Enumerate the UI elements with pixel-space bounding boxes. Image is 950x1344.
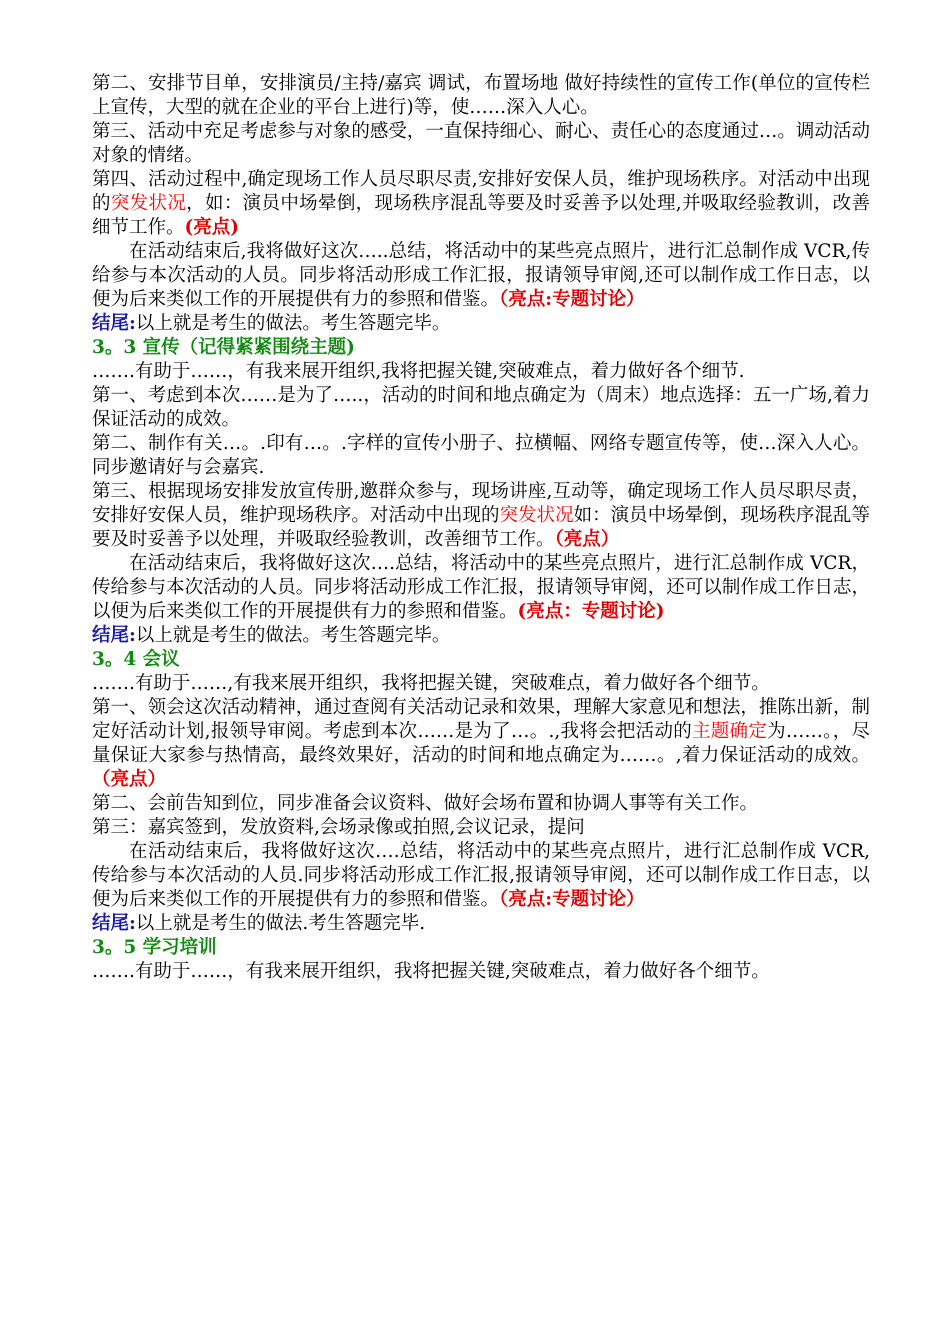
paragraph-text: ，如：演员中场晕倒，现场秩序混乱等要及时妥善予以处理,并吸取经验教训，改善细节工作。 [92,193,870,238]
paragraph-ending [92,312,870,336]
highlight-label: （亮点:专题讨论） [499,289,645,310]
paragraph-text: 第三、根据现场安排发放宣传册,邀群众参与，现场讲座,互动等，确定现场工作人员尽职尽责，安排好安保人员，维护现场秩序。对活动中出现的 [92,481,870,526]
paragraph-text: 以上就是考生的做法。考生答题完毕。 [135,313,451,334]
ending-label: 结尾: [92,625,136,646]
paragraph-text: 为……。，尽量保证大家参与热情高，最终效果好，活动的时间和地点确定为……。,着力保证活动的成效。 [92,721,870,766]
highlight-label: （亮点:专题讨论） [499,889,645,910]
paragraph-summary [92,240,870,312]
paragraph-text: 第二、安排节目单，安排演员/主持/嘉宾 调试，布置场地 做好持续性的宣传工作(单位的宣传栏上宣传，大型的就在企业的平台上进行)等，使……深入人心。 [92,73,870,118]
highlight-label: (亮点：专题讨论) [517,601,665,622]
paragraph-step-4 [92,168,870,240]
paragraph-text: 第一、考虑到本次……是为了…..，活动的时间和地点确定为（周末）地点选择：五一广场,着力保证活动的成效。 [92,385,870,430]
paragraph-text: 第四、活动过程中,确定现场工作人员尽职尽责,安排好安保人员，维护现场秩序。对活动中出现的 [92,169,870,214]
emphasis-red: 突发状况 [110,193,187,214]
paragraph-text: 第一、领会这次活动精神，通过查阅有关活动记录和效果，理解大家意见和想法，推陈出新，制定好活动计划,报领导审阅。考虑到本次……是为了…。.,我将会把活动的 [92,697,870,742]
paragraph-text: 第三、活动中充足考虑参与对象的感受，一直保持细心、耐心、责任心的态度通过…。调动活动对象的情绪。 [92,121,870,166]
emphasis-red: 主题确定 [692,721,768,742]
paragraph-step-3 [92,120,870,168]
section-heading: 3。5 学习培训 [92,937,217,958]
paragraph-text: …….有助于……，有我来展开组织,我将把握关键,突破难点，着力做好各个细节. [92,361,745,382]
section-heading: 3。4 会议 [92,649,180,670]
paragraph-ending [92,912,870,936]
highlight-label: （亮点） [554,529,620,550]
paragraph-intro [92,360,870,384]
paragraph-text: 以上就是考生的做法。考生答题完毕。 [135,625,451,646]
paragraph-text: 在活动结束后，我将做好这次….总结，将活动中的某些亮点照片，进行汇总制作成 VCR,传给参与本次活动的人员.同步将活动形成工作汇报,报请领导审阅，还可以制作成工作日志，以便为后来类似工作的开展提供有力的参照和借鉴。 [92,841,870,910]
paragraph-text: …….有助于……,有我来展开组织，我将把握关键，突破难点，着力做好各个细节。 [92,673,770,694]
emphasis-red: 突发状况 [499,505,574,526]
paragraph-text: 在活动结束后,我将做好这次…..总结，将活动中的某些亮点照片，进行汇总制作成 VCR,传给参与本次活动的人员。同步将活动形成工作汇报，报请领导审阅,还可以制作成工作日志，以便为后来类似工作的开展提供有力的参照和借鉴。 [92,241,870,310]
paragraph-summary [92,552,870,624]
highlight-label: (亮点) [184,217,240,238]
paragraph-text: 如：演员中场晕倒，现场秩序混乱等要及时妥善予以处理，并吸取经验教训，改善细节工作。 [92,505,870,550]
ending-label: 结尾: [92,913,136,934]
ending-label: 结尾: [92,313,136,334]
paragraph-intro [92,960,870,984]
paragraph-text: 第二、制作有关…。.印有…。.字样的宣传小册子、拉横幅、网络专题宣传等，使…深入人心。同步邀请好与会嘉宾. [92,433,870,478]
paragraph-text: 在活动结束后，我将做好这次….总结，将活动中的某些亮点照片，进行汇总制作成 VCR，传给参与本次活动的人员。同步将活动形成工作汇报，报请领导审阅，还可以制作成工作日志，以便为后来类似工作的开展提供有力的参照和借鉴。 [92,553,870,622]
paragraph-step-2 [92,72,870,120]
paragraph-step-2 [92,432,870,480]
paragraph-step-3 [92,480,870,552]
paragraph-ending [92,624,870,648]
section-heading: 3。3 宣传（记得紧紧围绕主题) [92,337,355,358]
paragraph-step-2 [92,792,870,816]
paragraph-intro [92,672,870,696]
paragraph-text: 第二、会前告知到位，同步准备会议资料、做好会场布置和协调人事等有关工作。 [92,793,759,814]
paragraph-step-1 [92,384,870,432]
paragraph-text: 第三：嘉宾签到，发放资料,会场录像或拍照,会议记录，提问 [92,817,585,838]
paragraph-text: …….有助于……，有我来展开组织，我将把握关键,突破难点，着力做好各个细节。 [92,961,770,982]
paragraph-step-3 [92,816,870,840]
highlight-label: （亮点） [92,769,167,790]
paragraph-text: 以上就是考生的做法.考生答题完毕. [135,913,426,934]
paragraph-step-1 [92,696,870,792]
paragraph-summary [92,840,870,912]
